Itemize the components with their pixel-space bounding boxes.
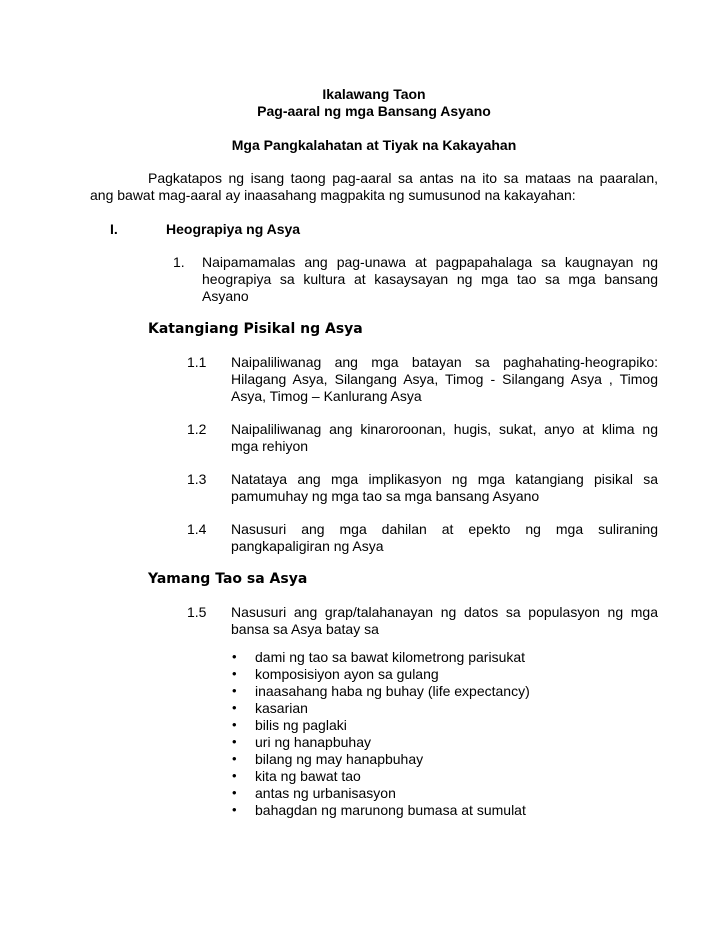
- list-item: inaasahang haba ng buhay (life expectancy): [255, 683, 530, 699]
- item-1-5-line-2: bansa sa Asya batay sa: [231, 621, 379, 637]
- subheading-physical: Katangiang Pisikal ng Asya: [148, 321, 363, 337]
- item-1-4-line-2: pangkapaligiran ng Asya: [231, 538, 384, 554]
- header-competencies: Mga Pangkalahatan at Tiyak na Kakayahan: [231, 137, 517, 153]
- item-1-line-1: Naipamamalas ang pag-unawa at pagpapahalaga sa kaugnayan ng: [202, 254, 658, 270]
- bullet-dot: •: [232, 734, 237, 749]
- item-1-1-number: 1.1: [187, 354, 207, 370]
- list-item: dami ng tao sa bawat kilometrong parisukat: [255, 649, 526, 665]
- item-1-line-2: heograpiya sa kultura at kasaysayan ng mga tao sa mga bansang: [202, 271, 658, 287]
- list-item: komposisiyon ayon sa gulang: [255, 666, 439, 682]
- bullet-dot: •: [232, 700, 237, 715]
- item-1-line-3: Asyano: [202, 288, 249, 304]
- intro-line-2: ang bawat mag-aaral ay inaasahang magpakita ng sumusunod na kakayahan:: [90, 187, 576, 203]
- subheading-human-resources: Yamang Tao sa Asya: [148, 571, 308, 587]
- list-item: uri ng hanapbuhay: [255, 734, 371, 750]
- item-1-3-line-2: pamumuhay ng mga tao sa mga bansang Asyano: [231, 488, 540, 504]
- item-1-5-number: 1.5: [187, 604, 207, 620]
- bullet-dot: •: [232, 717, 237, 732]
- bullet-dot: •: [232, 768, 237, 783]
- bullet-dot: •: [232, 666, 237, 681]
- item-1-5-line-1: Nasusuri ang grap/talahanayan ng datos sa populasyon ng mga: [231, 604, 658, 620]
- item-1-1-line-3: Asya, Timog – Kanlurang Asya: [231, 388, 422, 404]
- list-item: bilis ng paglaki: [255, 717, 347, 733]
- bullet-dot: •: [232, 751, 237, 766]
- item-1-2-line-2: mga rehiyon: [231, 438, 309, 454]
- item-1-number: 1.: [173, 254, 185, 270]
- item-1-4-line-1: Nasusuri ang mga dahilan at epekto ng mga suliraning: [231, 521, 658, 537]
- bullet-dot: •: [232, 802, 237, 817]
- section-numeral: I.: [110, 221, 118, 237]
- list-item: bilang ng may hanapbuhay: [255, 751, 424, 767]
- list-item: kasarian: [255, 700, 308, 716]
- header-subject: Pag-aaral ng mga Bansang Asyano: [257, 103, 491, 119]
- bullet-dot: •: [232, 649, 237, 664]
- item-1-2-line-1: Naipaliliwanag ang kinaroroonan, hugis, sukat, anyo at klima ng: [231, 421, 658, 437]
- item-1-4-number: 1.4: [187, 521, 207, 537]
- intro-line-1: Pagkatapos ng isang taong pag-aaral sa antas na ito sa mataas na paaralan,: [148, 170, 658, 186]
- item-1-1-line-2: Hilagang Asya, Silangang Asya, Timog - Silangang Asya , Timog: [231, 371, 658, 387]
- item-1-1-line-1: Naipaliliwanag ang mga batayan sa paghahating-heograpiko:: [231, 354, 658, 370]
- section-title: Heograpiya ng Asya: [166, 221, 301, 237]
- list-item: bahagdan ng marunong bumasa at sumulat: [255, 802, 526, 818]
- bullet-dot: •: [232, 683, 237, 698]
- bullet-dot: •: [232, 785, 237, 800]
- header-year: Ikalawang Taon: [322, 86, 426, 102]
- item-1-3-number: 1.3: [187, 471, 207, 487]
- list-item: antas ng urbanisasyon: [255, 785, 396, 801]
- item-1-2-number: 1.2: [187, 421, 207, 437]
- list-item: kita ng bawat tao: [255, 768, 361, 784]
- item-1-3-line-1: Natataya ang mga implikasyon ng mga katangiang pisikal sa: [231, 471, 658, 487]
